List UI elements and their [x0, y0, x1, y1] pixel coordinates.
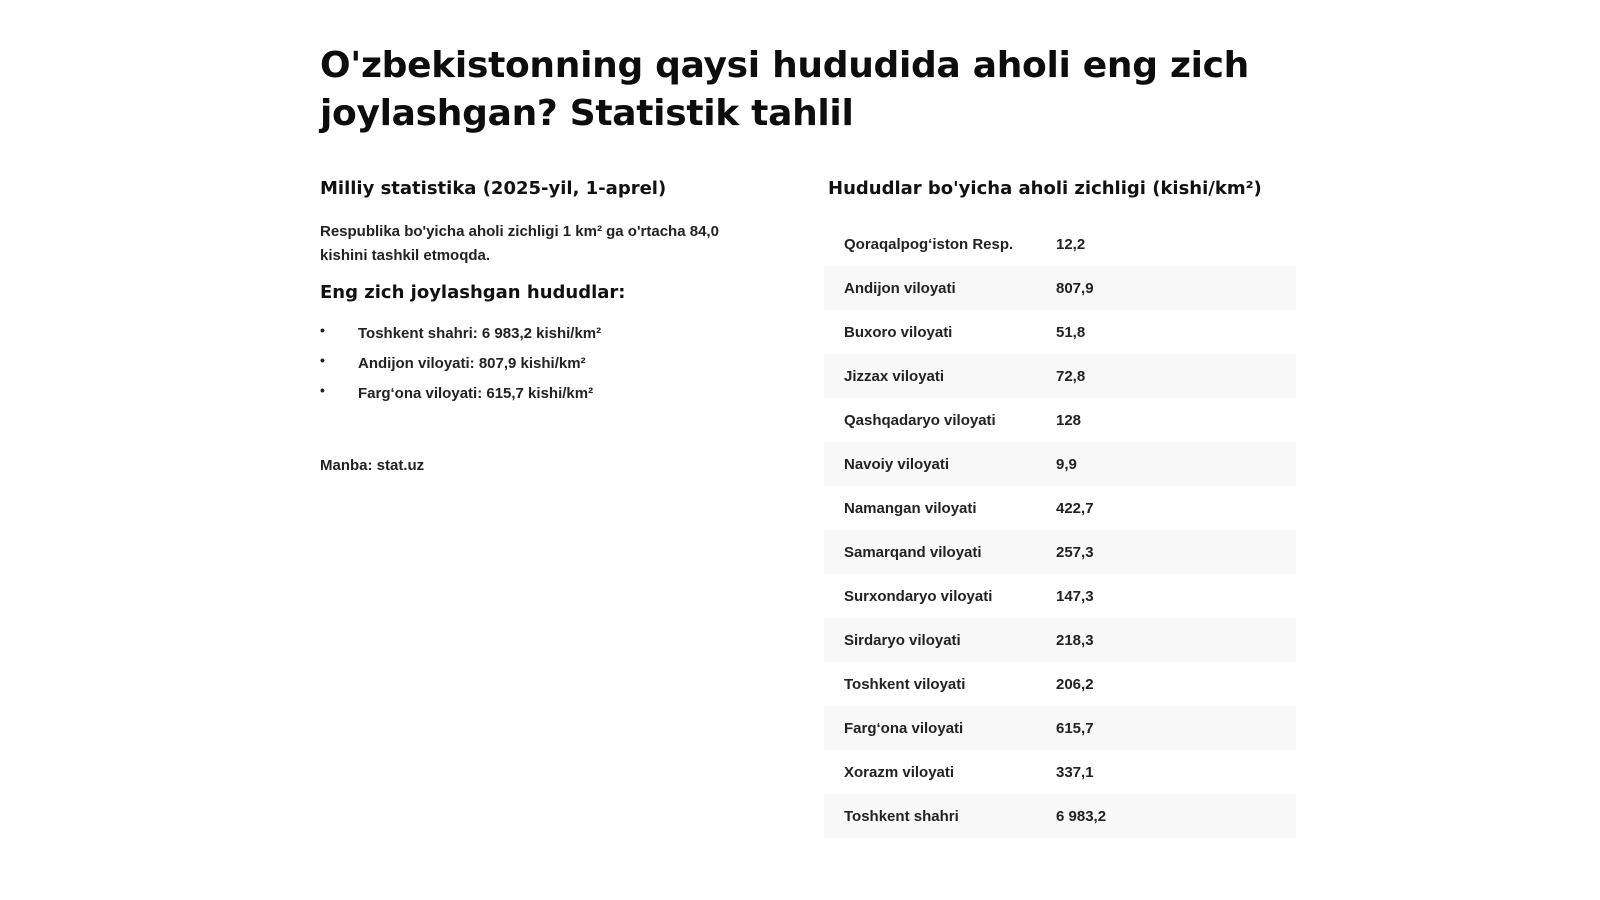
table-row	[824, 266, 1296, 310]
bullet-icon: •	[320, 322, 325, 338]
list-item	[320, 324, 780, 344]
region-name: Farg‘ona viloyati	[844, 719, 964, 737]
table-row	[824, 530, 1296, 574]
density-value: 72,8	[1056, 367, 1086, 385]
list-item-text: Farg‘ona viloyati: 615,7 kishi/km²	[358, 385, 594, 402]
region-name: Sirdaryo viloyati	[844, 631, 961, 649]
density-value: 9,9	[1056, 455, 1077, 473]
density-table	[824, 222, 1296, 838]
density-value: 257,3	[1056, 543, 1094, 561]
national-stats-section	[320, 176, 780, 476]
list-item	[320, 354, 780, 374]
density-value: 206,2	[1056, 675, 1094, 693]
bullet-icon: •	[320, 352, 325, 368]
densest-regions-heading: Eng zich joylashgan hududlar:	[320, 282, 626, 303]
density-value: 807,9	[1056, 279, 1094, 297]
densest-regions-list	[320, 324, 780, 404]
region-name: Buxoro viloyati	[844, 323, 953, 341]
list-item	[320, 384, 780, 404]
region-name: Navoiy viloyati	[844, 455, 950, 473]
region-name: Toshkent shahri	[844, 807, 959, 825]
density-value: 147,3	[1056, 587, 1094, 605]
table-row	[824, 706, 1296, 750]
density-value: 337,1	[1056, 763, 1094, 781]
table-row	[824, 310, 1296, 354]
table-row	[824, 794, 1296, 838]
region-name: Namangan viloyati	[844, 499, 977, 517]
table-row	[824, 618, 1296, 662]
bullet-icon: •	[320, 382, 325, 398]
density-table-heading: Hududlar bo'yicha aholi zichligi (kishi/km²)	[828, 178, 1262, 199]
table-row	[824, 398, 1296, 442]
region-name: Andijon viloyati	[844, 279, 956, 297]
density-value: 422,7	[1056, 499, 1094, 517]
density-value: 51,8	[1056, 323, 1086, 341]
list-item-text: Toshkent shahri: 6 983,2 kishi/km²	[358, 325, 602, 342]
table-row	[824, 662, 1296, 706]
national-density-summary: Respublika bo'yicha aholi zichligi 1 km² ga o'rtacha 84,0 kishini tashkil etmoqda.	[320, 223, 719, 264]
table-row	[824, 486, 1296, 530]
region-name: Jizzax viloyati	[844, 367, 945, 385]
table-row	[824, 222, 1296, 266]
density-value: 128	[1056, 411, 1082, 429]
density-value: 12,2	[1056, 235, 1086, 253]
density-value: 615,7	[1056, 719, 1094, 737]
table-row	[824, 750, 1296, 794]
density-value: 218,3	[1056, 631, 1094, 649]
table-row	[824, 574, 1296, 618]
list-item-text: Andijon viloyati: 807,9 kishi/km²	[358, 355, 586, 372]
region-name: Toshkent viloyati	[844, 675, 966, 693]
table-row	[824, 442, 1296, 486]
density-value: 6 983,2	[1056, 807, 1107, 825]
page-title: O'zbekistonning qaysi hududida aholi eng zich joylashgan? Statistik tahlil	[320, 45, 1250, 134]
national-stats-heading: Milliy statistika (2025-yil, 1-aprel)	[320, 178, 667, 199]
density-table-section	[828, 176, 1298, 838]
region-name: Samarqand viloyati	[844, 543, 982, 561]
region-name: Xorazm viloyati	[844, 763, 955, 781]
table-row	[824, 354, 1296, 398]
region-name: Surxondaryo viloyati	[844, 587, 993, 605]
region-name: Qoraqalpog‘iston Resp.	[844, 235, 1014, 253]
source-note: Manba: stat.uz	[320, 457, 425, 474]
region-name: Qashqadaryo viloyati	[844, 411, 996, 429]
